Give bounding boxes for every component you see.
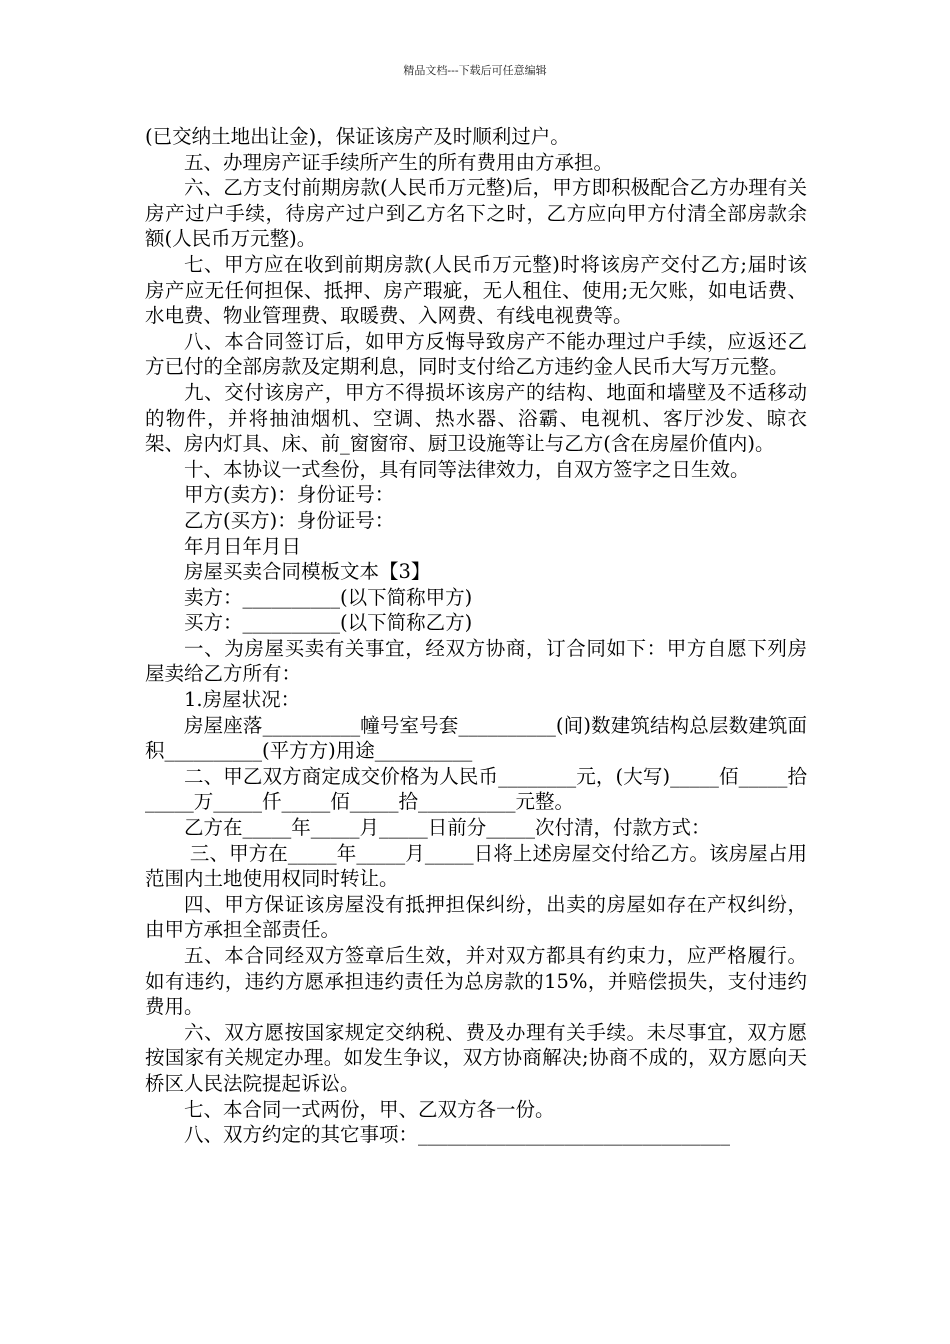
paragraph: 六、乙方支付前期房款(人民币万元整)后，甲方即积极配合乙方办理有关房产过户手续，待房产过户到乙方名下之时，乙方应向甲方付清全部房款余额(人民币万元整)。 xyxy=(145,176,807,251)
paragraph: 七、甲方应在收到前期房款(人民币万元整)时将该房产交付乙方;届时该房产应无任何担保、抵押、房产瑕疵，无人租住、使用;无欠账，如电话费、水电费、物业管理费、取暖费、入网费、有线电视费等。 xyxy=(145,252,807,328)
paragraph: 乙方在_____年_____月_____日前分_____次付清，付款方式： xyxy=(184,816,711,840)
paragraph: 七、本合同一式两份，甲、乙双方各一份。 xyxy=(184,1097,555,1121)
paragraph: 四、甲方保证该房屋没有抵押担保纠纷，出卖的房屋如存在产权纠纷，由甲方承担全部责任。 xyxy=(145,892,807,942)
paragraph: 十、本协议一式叁份，具有同等法律效力，自双方签字之日生效。 xyxy=(184,457,750,481)
signature-line-seller: 甲方(卖方)：身份证号： xyxy=(184,483,395,507)
paragraph: 八、双方约定的其它事项：________________________________ xyxy=(184,1123,731,1147)
paragraph: 一、为房屋买卖有关事宜，经双方协商，订合同如下：甲方自愿下列房屋卖给乙方所有： xyxy=(145,636,807,686)
paragraph: 六、双方愿按国家规定交纳税、费及办理有关手续。未尽事宜，双方愿按国家有关规定办理。如发生争议，双方协商解决;协商不成的，双方愿向天桥区人民法院提起诉讼。 xyxy=(145,1020,807,1095)
paragraph: 房屋座落__________幢号室号套__________(间)数建筑结构总层数建筑面积__________(平方方)用途__________ xyxy=(145,713,807,763)
document-body xyxy=(145,124,807,1148)
seller-line: 卖方：__________(以下简称甲方) xyxy=(184,585,473,609)
signature-line-buyer: 乙方(买方)：身份证号： xyxy=(184,508,395,532)
page-header: 精品文档---下载后可任意编辑 xyxy=(403,64,547,77)
paragraph: 1.房屋状况： xyxy=(184,688,301,712)
paragraph: (已交纳土地出让金)，保证该房产及时顺利过户。 xyxy=(145,125,570,148)
paragraph: 九、交付该房产，甲方不得损坏该房产的结构、地面和墙壁及不适移动的物件，并将抽油烟机、空调、热水器、浴霸、电视机、客厅沙发、晾衣架、房内灯具、床、前_窗窗帘、厨卫设施等让与乙方(含在房屋价值内)。 xyxy=(145,380,807,456)
paragraph: 三、甲方在_____年_____月_____日将上述房屋交付给乙方。该房屋占用范围内土地使用权同时转让。 xyxy=(145,841,807,891)
section-title: 房屋买卖合同模板文本【3】 xyxy=(184,560,431,584)
buyer-line: 买方：__________(以下简称乙方) xyxy=(184,611,473,635)
paragraph: 五、本合同经双方签章后生效，并对双方都具有约束力，应严格履行。如有违约，违约方愿承担违约责任为总房款的15%，并赔偿损失，支付违约费用。 xyxy=(145,944,807,1019)
paragraph: 二、甲乙双方商定成交价格为人民币________元，(大写)_____佰_____拾_____万_____仟_____佰_____拾__________元整。 xyxy=(145,764,807,814)
paragraph: 八、本合同签订后，如甲方反悔导致房产不能办理过户手续，应返还乙方已付的全部房款及定期利息，同时支付给乙方违约金人民币大写万元整。 xyxy=(145,329,807,379)
paragraph: 五、办理房产证手续所产生的所有费用由方承担。 xyxy=(184,150,614,174)
date-line: 年月日年月日 xyxy=(184,534,302,558)
